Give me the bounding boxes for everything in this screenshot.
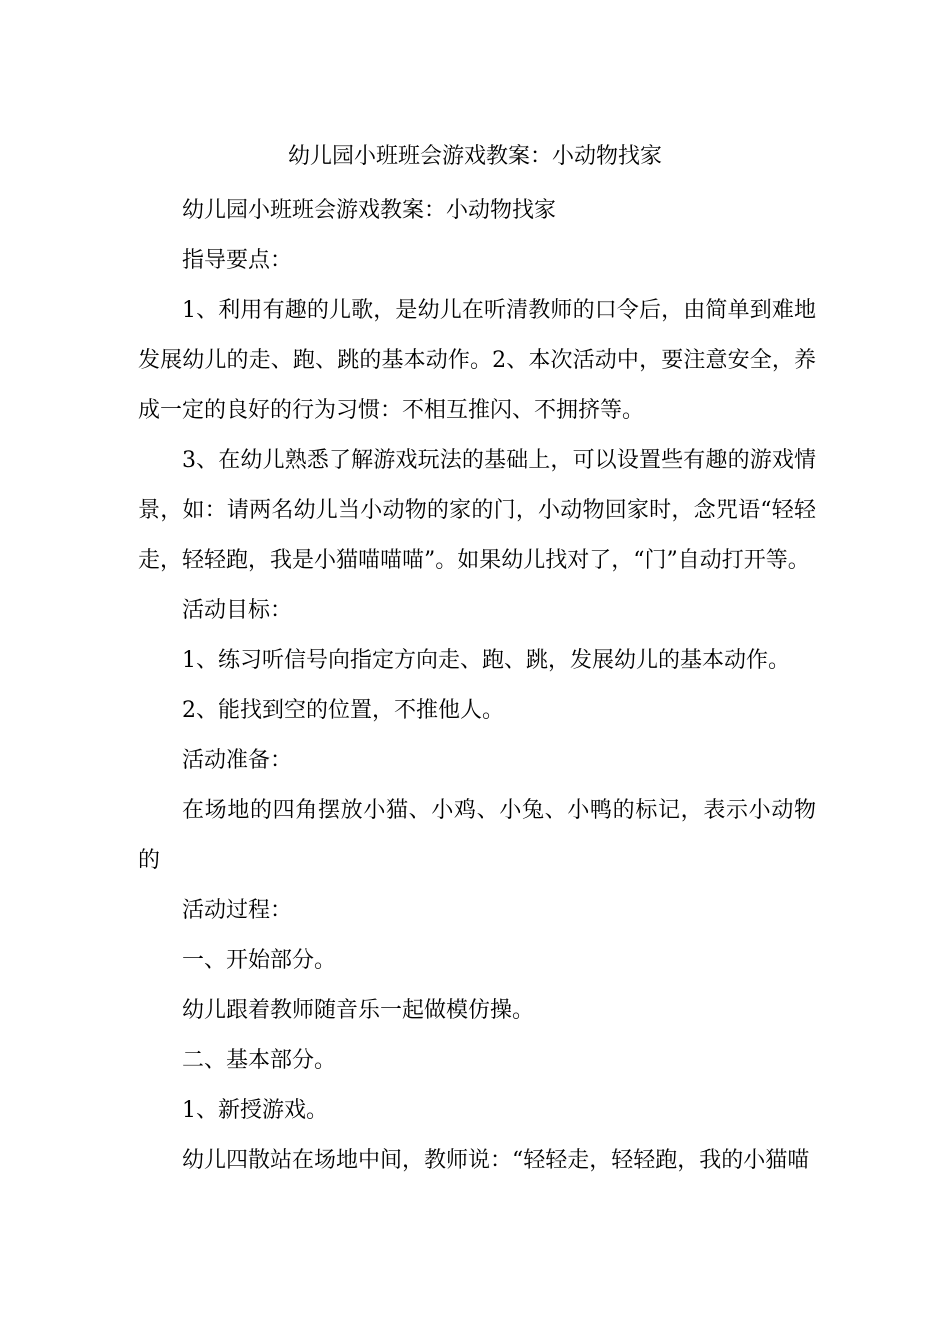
paragraph-goals-heading: 活动目标： (182, 598, 293, 623)
paragraph-guidance-heading: 指导要点： (182, 248, 293, 273)
document-body (138, 186, 816, 1186)
paragraph-new-game: 1、新授游戏。 (182, 1098, 328, 1123)
document-title: 幼儿园小班班会游戏教案：小动物找家 (287, 144, 662, 169)
paragraph-game-desc: 幼儿四散站在场地中间，教师说：“轻轻走，轻轻跑，我的小猫喵 (182, 1148, 810, 1173)
paragraph-part-2: 二、基本部分。 (182, 1048, 337, 1073)
paragraph-prep: 在场地的四角摆放小猫、小鸡、小兔、小鸭的标记，表示小动物的 (138, 798, 816, 873)
paragraph-subtitle: 幼儿园小班班会游戏教案：小动物找家 (182, 198, 557, 223)
paragraph-process-heading: 活动过程： (182, 898, 293, 923)
paragraph-guidance-3: 3、在幼儿熟悉了解游戏玩法的基础上，可以设置些有趣的游戏情景，如：请两名幼儿当小动物的家的门，小动物回家时，念咒语“轻轻走，轻轻跑，我是小猫喵喵喵”。如果幼儿找对了，“门”自动打开等。 (138, 448, 816, 573)
paragraph-part-1: 一、开始部分。 (182, 948, 337, 973)
paragraph-prep-heading: 活动准备： (182, 748, 293, 773)
paragraph-guidance-1: 1、利用有趣的儿歌，是幼儿在听清教师的口令后，由简单到难地发展幼儿的走、跑、跳的基本动作。2、本次活动中，要注意安全，养成一定的良好的行为习惯：不相互推闪、不拥挤等。 (138, 298, 816, 423)
paragraph-goal-2: 2、能找到空的位置，不推他人。 (182, 698, 504, 723)
paragraph-goal-1: 1、练习听信号向指定方向走、跑、跳，发展幼儿的基本动作。 (182, 648, 790, 673)
paragraph-warmup: 幼儿跟着教师随音乐一起做模仿操。 (182, 998, 535, 1023)
